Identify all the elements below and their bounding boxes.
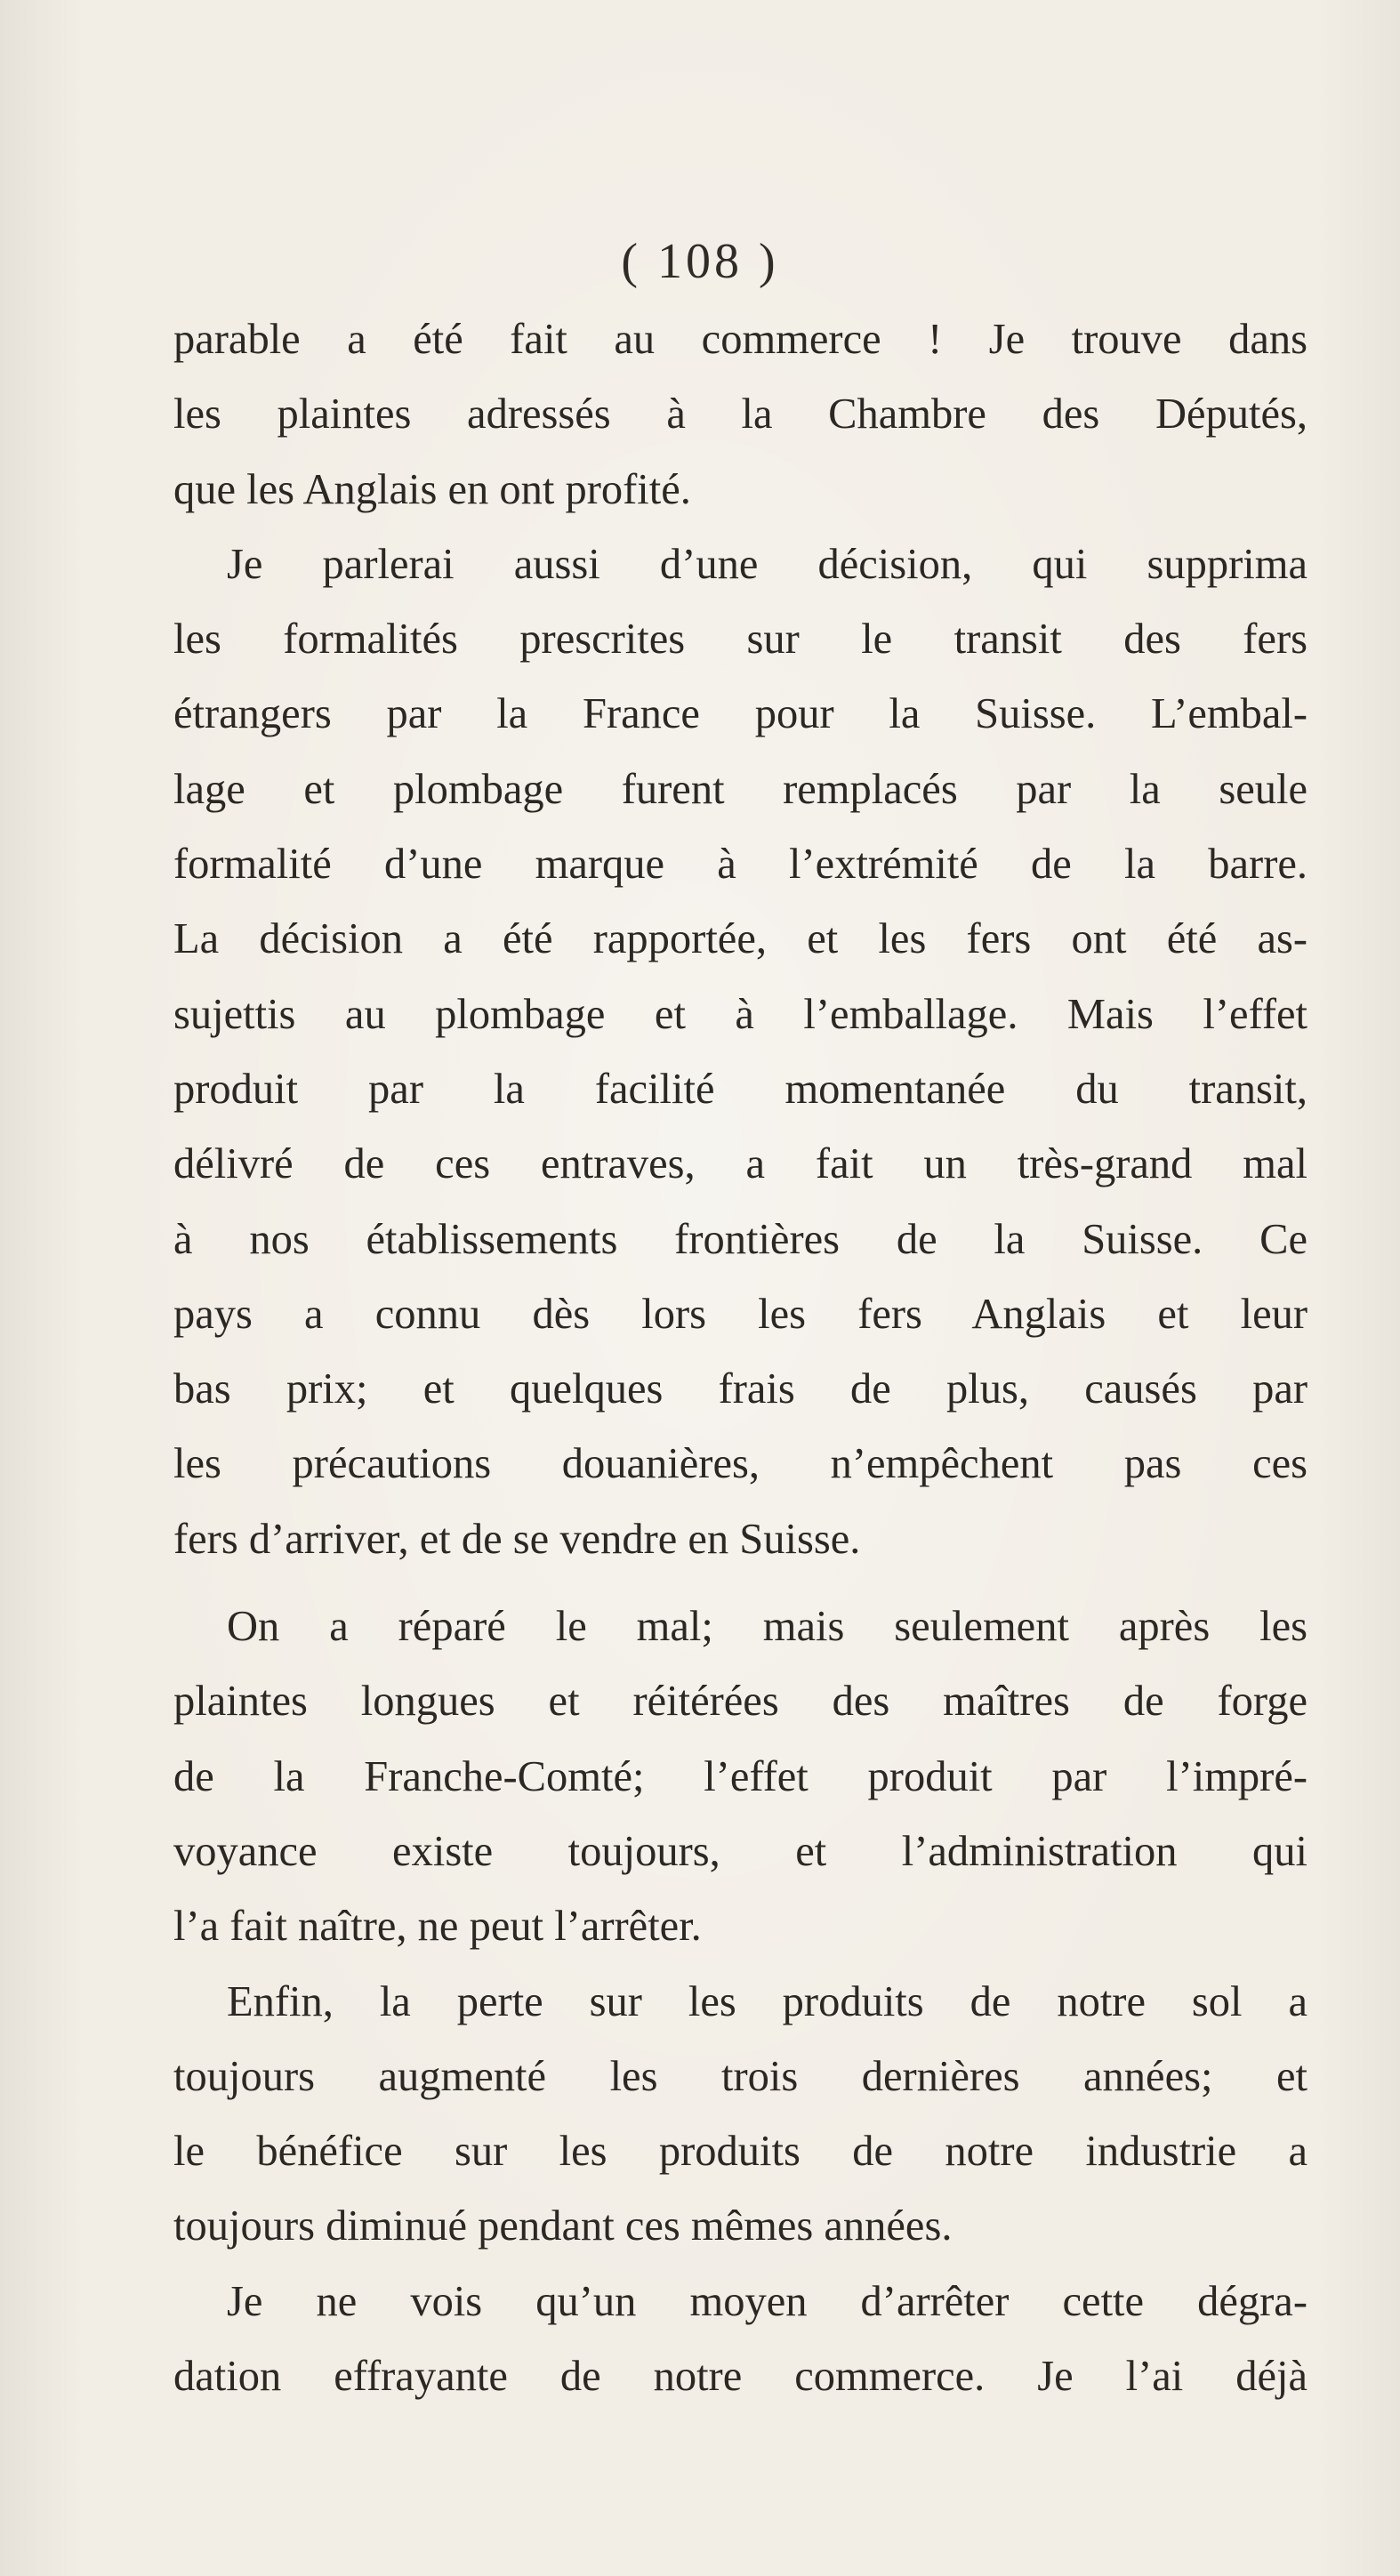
text-line: La décision a été rapportée, et les fers ont été as- <box>173 915 1307 963</box>
text-line: On a réparé le mal; mais seulement après les <box>227 1603 1307 1651</box>
text-line: délivré de ces entraves, a fait un très-grand mal <box>173 1140 1307 1188</box>
text-line: étrangers par la France pour la Suisse. L’embal- <box>173 690 1307 738</box>
text-line: Je ne vois qu’un moyen d’arrêter cette dégra- <box>227 2277 1307 2325</box>
text-line: de la Franche-Comté; l’effet produit par l’impré- <box>173 1752 1307 1800</box>
text-line: l’a fait naître, ne peut l’arrêter. <box>173 1903 702 1951</box>
text-line: les formalités prescrites sur le transit des fers <box>173 616 1307 664</box>
text-line: plaintes longues et réitérées des maîtres de forge <box>173 1678 1307 1726</box>
text-line: pays a connu dès lors les fers Anglais et leur <box>173 1290 1307 1338</box>
text-line: les plaintes adressés à la Chambre des Députés, <box>173 390 1307 439</box>
text-line: formalité d’une marque à l’extrémité de la barre. <box>173 841 1307 889</box>
text-line: que les Anglais en ont profité. <box>173 465 691 513</box>
body-text <box>173 302 1307 2414</box>
text-line: Je parlerai aussi d’une décision, qui supprima <box>227 540 1307 588</box>
text-line: toujours augmenté les trois dernières années; et <box>173 2052 1307 2100</box>
paragraph-gap <box>173 1577 1307 1590</box>
text-line: fers d’arriver, et de se vendre en Suisse. <box>173 1515 861 1563</box>
text-line: le bénéfice sur les produits de notre industrie a <box>173 2128 1307 2176</box>
page-number: ( 108 ) <box>621 234 779 289</box>
text-line: produit par la facilité momentanée du transit, <box>173 1065 1307 1113</box>
text-line: Enfin, la perte sur les produits de notre sol a <box>227 1977 1307 2025</box>
text-line: les précautions douanières, n’empêchent pas ces <box>173 1440 1307 1488</box>
text-line: voyance existe toujours, et l’administration qui <box>173 1827 1307 1875</box>
text-line: toujours diminué pendant ces mêmes années. <box>173 2202 953 2250</box>
text-line: sujettis au plombage et à l’emballage. Mais l’effet <box>173 990 1307 1038</box>
text-line: bas prix; et quelques frais de plus, causés par <box>173 1365 1307 1413</box>
text-line: lage et plombage furent remplacés par la seule <box>173 765 1307 813</box>
text-line: parable a été fait au commerce ! Je trouve dans <box>173 316 1307 363</box>
text-line: à nos établissements frontières de la Suisse. Ce <box>173 1215 1307 1263</box>
text-line: dation effrayante de notre commerce. Je l’ai déjà <box>173 2353 1307 2401</box>
